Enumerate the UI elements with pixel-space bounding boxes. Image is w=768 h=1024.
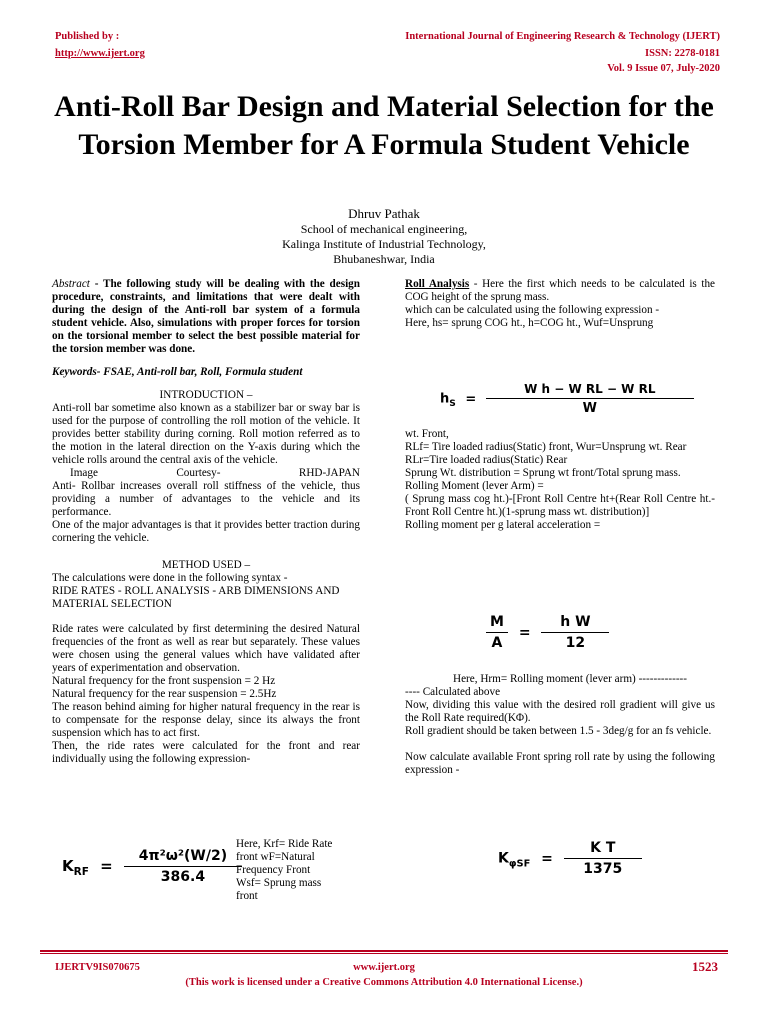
eq1-note-3: Frequency Front <box>236 864 311 876</box>
eq1-note-1: Here, Krf= Ride Rate <box>236 838 333 850</box>
wt-front: wt. Front, <box>405 428 449 440</box>
eq1-denominator: 386.4 <box>160 869 206 885</box>
eq3-right-fraction <box>541 614 609 651</box>
roll-paragraph-2: which can be calculated using the following expression - <box>405 304 660 316</box>
eq2-fraction <box>486 382 694 416</box>
eq4-denominator: 1375 <box>583 861 623 877</box>
image-courtesy-label: Courtesy- <box>176 467 221 479</box>
method-heading: METHOD USED – <box>161 559 251 571</box>
eq1-note-2: front wF=Natural <box>236 851 315 863</box>
author-institute: Kalinga Institute of Industrial Technology, <box>282 237 486 251</box>
natural-frequency-rear: Natural frequency for the rear suspension = 2.5Hz <box>52 688 277 700</box>
ride-paragraph-2: The reason behind aiming for higher natural frequency in the rear is to compensate for the response delay, since its always the front suspension which has to act first. <box>52 701 360 739</box>
paper-title: Anti-Roll Bar Design and Material Selection for the Torsion Member for A Formula Student Vehicle <box>54 90 714 161</box>
author-block <box>0 205 768 267</box>
eq3-right-denominator: 12 <box>565 635 586 651</box>
footer-rule <box>40 950 728 952</box>
publisher-link[interactable]: http://www.ijert.org <box>55 48 145 59</box>
roll-analysis-heading: Roll Analysis <box>405 278 470 290</box>
eq4-lhs-sub: φSF <box>508 858 531 870</box>
right-column-bottom <box>405 673 715 777</box>
eq3-left-numerator: M <box>486 614 508 633</box>
sprung-distribution: Sprung Wt. distribution = Sprung wt front/Total sprung mass. <box>405 467 681 479</box>
author-school: School of mechanical engineering, <box>300 222 468 236</box>
abstract <box>52 278 360 356</box>
dividing-paragraph: Now, dividing this value with the desired roll gradient will give us the Roll Rate required(KΦ). <box>405 699 715 724</box>
eq1-fraction <box>124 848 242 885</box>
eq4-lhs: K <box>498 850 509 867</box>
abstract-text: The following study will be dealing with the design procedure, constraints, and limitations that were dealt with during the design of the Anti-roll bar system of a formula student vehicle. Also, simulations with proper forces for torsion on the torsional member to select the best possible material for the torsion member was done. <box>52 278 360 355</box>
journal-name: International Journal of Engineering Research & Technology (IJERT) <box>405 31 720 42</box>
equation-rolling-moment: $\frac{M}{A}$ = $\frac{\text{h W}}{12}$ <box>486 614 609 651</box>
roll-gradient: Roll gradient should be taken between 1.5 - 3deg/g for an fs vehicle. <box>405 725 712 737</box>
abstract-label: Abstract <box>52 278 90 290</box>
eq2-denominator: W <box>582 401 597 416</box>
eq2-lhs-sub: S <box>449 399 456 410</box>
method-paragraph-1: The calculations were done in the following syntax - <box>52 572 288 584</box>
footer-site-link[interactable]: www.ijert.org <box>353 962 415 973</box>
abstract-dash: - <box>89 278 103 290</box>
eq1-note-4: Wsf= Sprung mass <box>236 877 322 889</box>
equation-ride-rate: $K_{RF}$ = $\frac{\text{4π²ω²(W/2)}}{386.4}$ <box>62 848 242 885</box>
author-location: Bhubaneshwar, India <box>333 252 435 266</box>
eq2-numerator: W h − W RL − W RL <box>486 382 694 399</box>
rolling-moment-expression: ( Sprung mass cog ht.)-[Front Roll Centre ht+(Rear Roll Centre ht.-Front Roll Centre ht.)(1-sprung mass wt. distribution)] <box>405 493 715 518</box>
image-source: RHD-JAPAN <box>298 467 360 479</box>
intro-paragraph-1: Anti-roll bar sometime also known as a stabilizer bar or sway bar is used for the purpose of controlling the roll motion of the vehicle. It provides better stability during corning. Roll motion referred as to the motion in the lateral direction on the Y-axis during which the vehicle rolls around the central axis of the vehicle. <box>52 402 360 466</box>
volume-issue: Vol. 9 Issue 07, July-2020 <box>607 63 720 74</box>
intro-paragraph-3: One of the major advantages is that it provides better traction during cornering the vehicle. <box>52 519 360 544</box>
eq4-numerator: K T <box>564 840 642 859</box>
ride-paragraph-1: Ride rates were calculated by first determining the desired Natural frequencies of the front as well as rear but separately. These values were chosen using the general values which have validated after years of experimentation and observation. <box>52 623 360 674</box>
eq3-left-denominator: A <box>491 635 503 651</box>
rlf-definition: RLf= Tire loaded radius(Static) front, Wur=Unsprung wt. Rear <box>405 441 687 453</box>
roll-paragraph-3: Here, hs= sprung COG ht., h=COG ht., Wuf=Unsprung <box>405 317 654 329</box>
method-paragraph-2: RIDE RATES - ROLL ANALYSIS - ARB DIMENSIONS AND MATERIAL SELECTION <box>52 585 340 610</box>
equation-front-spring-roll-rate: $K_{\varphi SF}$ = $\frac{\text{K T}}{1375}$ <box>498 840 642 877</box>
paper-code: IJERTV9IS070675 <box>55 962 140 973</box>
calculated-above: ---- Calculated above <box>405 686 501 698</box>
page-number: 1523 <box>692 959 718 974</box>
eq1-lhs-sub: RF <box>73 866 89 878</box>
published-by: Published by : <box>55 31 120 42</box>
intro-paragraph-2: Anti- Rollbar increases overall roll stiffness of the vehicle, thus providing a number of advantages to the vehicle and its performance. <box>52 480 360 518</box>
rolling-moment-per-g: Rolling moment per g lateral acceleration = <box>405 519 601 531</box>
now-calculate: Now calculate available Front spring roll rate by using the following expression - <box>405 751 715 776</box>
eq1-notes <box>236 838 366 903</box>
issn: ISSN: 2278-0181 <box>645 48 720 59</box>
eq3-right-numerator: h W <box>541 614 609 633</box>
left-column <box>52 278 360 766</box>
footer-rule-thin <box>40 953 728 954</box>
image-courtesy <box>52 467 360 480</box>
eq2-lhs: h <box>440 391 450 407</box>
eq3-left-fraction <box>486 614 508 651</box>
license-notice: (This work is licensed under a Creative Commons Attribution 4.0 International License.) <box>185 977 583 988</box>
eq1-numerator: 4π²ω²(W/2) <box>124 848 242 867</box>
right-column-middle <box>405 428 715 532</box>
equation-cog-height: $h_S$ = $\frac{\text{W h − W RL − W RL}}{W}$ <box>440 382 694 416</box>
intro-heading: INTRODUCTION – <box>159 389 253 401</box>
rlr-definition: RLr=Tire loaded radius(Static) Rear <box>405 454 568 466</box>
image-label: Image <box>70 467 98 479</box>
roll-analysis-intro <box>405 278 715 304</box>
eq1-lhs: K <box>62 857 74 875</box>
roll-analysis-text: - Here the first which needs to be calculated is the COG height of the sprung mass. <box>405 278 716 303</box>
right-column-top <box>405 278 715 330</box>
rolling-moment-label: Rolling Moment (lever Arm) = <box>405 480 544 492</box>
natural-frequency-front: Natural frequency for the front suspension = 2 Hz <box>52 675 276 687</box>
eq4-fraction <box>564 840 642 877</box>
eq1-note-5: front <box>236 890 258 902</box>
keywords: Keywords- FSAE, Anti-roll bar, Roll, Formula student <box>52 366 303 378</box>
ride-paragraph-3: Then, the ride rates were calculated for the front and rear individually using the following expression- <box>52 740 360 765</box>
here-hrm: Here, Hrm= Rolling moment (lever arm) ------------- <box>453 673 687 685</box>
author-name: Dhruv Pathak <box>348 206 420 221</box>
